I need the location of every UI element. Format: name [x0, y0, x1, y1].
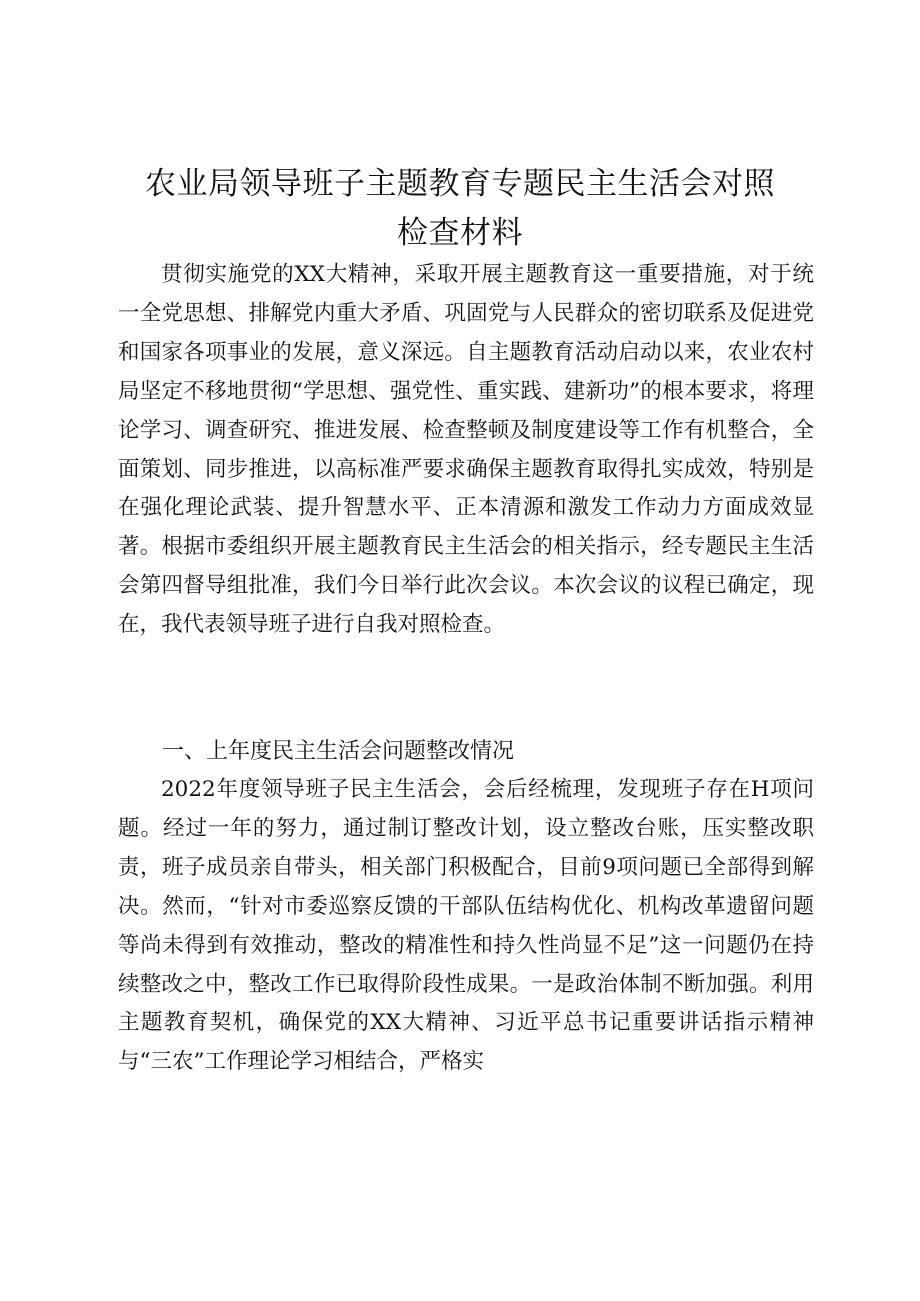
section1-paragraph: 2022年度领导班子民主生活会，会后经梳理，发现班子存在H项问题。经过一年的努力，通过制订整改计划，设立整改台账，压实整改职责，班子成员亲自带头，相关部门积极配合，目前9项问题已全部得到解决。然而，“针对市委巡察反馈的干部队伍结构优化、机构改革遗留问题等尚未得到有效推动，整改的精准性和持久性尚显不足”这一问题仍在持续整改之中，整改工作已取得阶段性成果。一是政治体制不断加强。利用主题教育契机，确保党的XX大精神、习近平总书记重要讲话指示精神与“三农”工作理论学习相结合，严格实 [118, 777, 814, 1075]
intro-paragraph: 贯彻实施党的XX大精神，采取开展主题教育这一重要措施，对于统一全党思想、排解党内重大矛盾、巩固党与人民群众的密切联系及促进党和国家各项事业的发展，意义深远。自主题教育活动启动以来，农业农村局坚定不移地贯彻“学思想、强党性、重实践、建新功”的根本要求，将理论学习、调查研究、推进发展、检查整顿及制度建设等工作有机整合，全面策划、同步推进，以高标准严要求确保主题教育取得扎实成效，特别是在强化理论武装、提升智慧水平、正本清源和激发工作动力方面成效显著。根据市委组织开展主题教育民主生活会的相关指示，经专题民主生活会第四督导组批准，我们今日举行此次会议。本次会议的议程已确定，现在，我代表领导班子进行自我对照检查。 [118, 262, 814, 638]
document-title-line1: 农业局领导班子主题教育专题民主生活会对照 [145, 166, 775, 202]
section1-heading: 一、上年度民主生活会问题整改情况 [162, 739, 515, 764]
document-title-line2: 检查材料 [397, 215, 523, 251]
